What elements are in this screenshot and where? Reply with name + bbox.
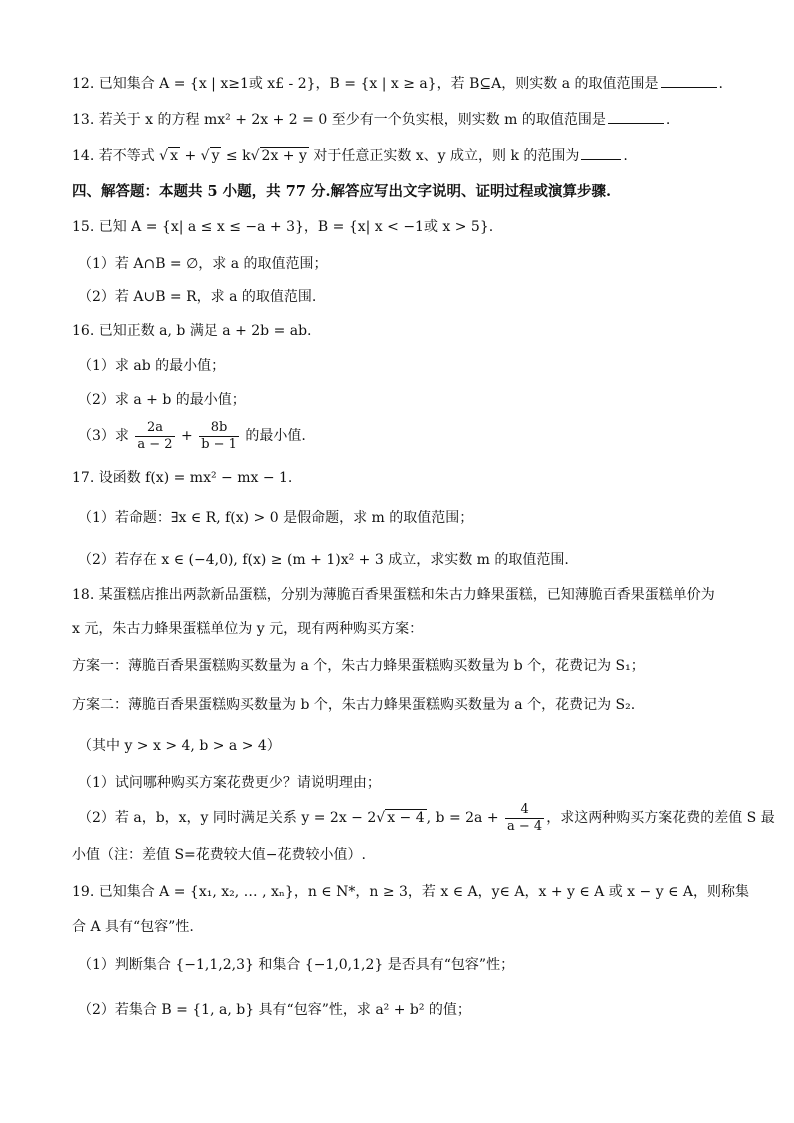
section-heading: 四、解答题：本题共 5 小题，共 77 分.解答应写出文字说明、证明过程或演算步骤. bbox=[72, 183, 612, 200]
question-19-part-2: （2）若集合 B = {1, a, b} 具有“包容”性，求 a² + b² 的值； bbox=[78, 1002, 471, 1018]
question-15-part-1: （1）若 A∩B = ∅，求 a 的取值范围； bbox=[78, 256, 328, 272]
question-18-stem-2: x 元，朱古力蜂果蛋糕单位为 y 元，现有两种购买方案： bbox=[72, 621, 424, 637]
question-17-part-2: （2）若存在 x ∈ (−4,0), f(x) ≥ (m + 1)x² + 3 成立，求实数 m 的取值范围. bbox=[78, 552, 569, 568]
question-13: 13. 若关于 x 的方程 mx² + 2x + 2 = 0 至少有一个负实根，则实数 m 的取值范围是 . bbox=[72, 109, 734, 130]
question-16-stem: 16. 已知正数 a, b 满足 a + 2b = ab. bbox=[72, 323, 312, 339]
question-16-part-2: （2）求 a + b 的最小值； bbox=[78, 392, 246, 408]
question-18-part-2-continued: 小值（注：差值 S=花费较大值−花费较小值）. bbox=[72, 847, 366, 863]
question-16-part-3: （3）求 $\frac{2a}{a - 2}$ + $\frac{8b}{b - 1}$ 的最小值. bbox=[78, 419, 306, 452]
question-17-part-1: （1）若命题：∃x ∈ R, f(x) > 0 是假命题，求 m 的取值范围； bbox=[78, 510, 474, 526]
question-16-part-1: （1）求 ab 的最小值； bbox=[78, 358, 226, 374]
question-18-part-1: （1）试问哪种购买方案花费更少？请说明理由； bbox=[78, 775, 381, 791]
question-14: 14. 若不等式 √ x + √ y ≤ k√ 2x + y 对于任意正实数 x、y 成立，则 k 的范围为 . bbox=[72, 145, 734, 166]
question-15-part-2: （2）若 A∪B = R，求 a 的取值范围. bbox=[78, 289, 317, 305]
question-18-condition: （其中 y > x > 4, b > a > 4） bbox=[78, 738, 281, 754]
question-15-stem: 15. 已知 A = {x| a ≤ x ≤ −a + 3}，B = {x| x < −1或 x > 5}. bbox=[72, 219, 494, 235]
question-18-stem-1: 18. 某蛋糕店推出两款新品蛋糕，分别为薄脆百香果蛋糕和朱古力蜂果蛋糕，已知薄脆百香果蛋糕单价为 bbox=[72, 587, 715, 603]
question-19-part-1: （1）判断集合 {−1,1,2,3} 和集合 {−1,0,1,2} 是否具有“包容”性； bbox=[78, 957, 515, 973]
question-18-plan-2: 方案二：薄脆百香果蛋糕购买数量为 b 个，朱古力蜂果蛋糕购买数量为 a 个，花费记为 S₂. bbox=[72, 697, 636, 713]
fraction-2a: $\frac{2a}{a - 2}$ bbox=[137, 419, 173, 452]
question-19-stem-2: 合 A 具有“包容”性. bbox=[72, 919, 194, 935]
answer-blank-12[interactable] bbox=[661, 73, 717, 88]
fraction-4-over-a-minus-4: $\frac{4}{a - 4}$ bbox=[507, 801, 543, 834]
question-18-part-2: （2）若 a，b，x，y 同时满足关系 y = 2x − 2√ x − 4 , b = 2a + $\frac{4}{a - 4}$ ，求这两种购买方案花费的差值 S 最 bbox=[78, 801, 775, 834]
answer-blank-14[interactable] bbox=[581, 145, 621, 160]
question-19-stem-1: 19. 已知集合 A = {x₁, x₂, … , xₙ}，n ∈ N*，n ≥ 3，若 x ∈ A，y∈ A，x + y ∈ A 或 x − y ∈ A，则称集 bbox=[72, 884, 749, 900]
question-18-plan-1: 方案一：薄脆百香果蛋糕购买数量为 a 个，朱古力蜂果蛋糕购买数量为 b 个，花费记为 S₁； bbox=[72, 658, 645, 674]
fraction-8b: $\frac{8b}{b - 1}$ bbox=[201, 419, 237, 452]
answer-blank-13[interactable] bbox=[608, 109, 664, 124]
question-12: 12. 已知集合 A = {x | x≥1或 x£ - 2}，B = {x | x ≥ a}，若 B⊆A，则实数 a 的取值范围是 . bbox=[72, 73, 734, 94]
question-17-stem: 17. 设函数 f(x) = mx² − mx − 1. bbox=[72, 470, 293, 486]
